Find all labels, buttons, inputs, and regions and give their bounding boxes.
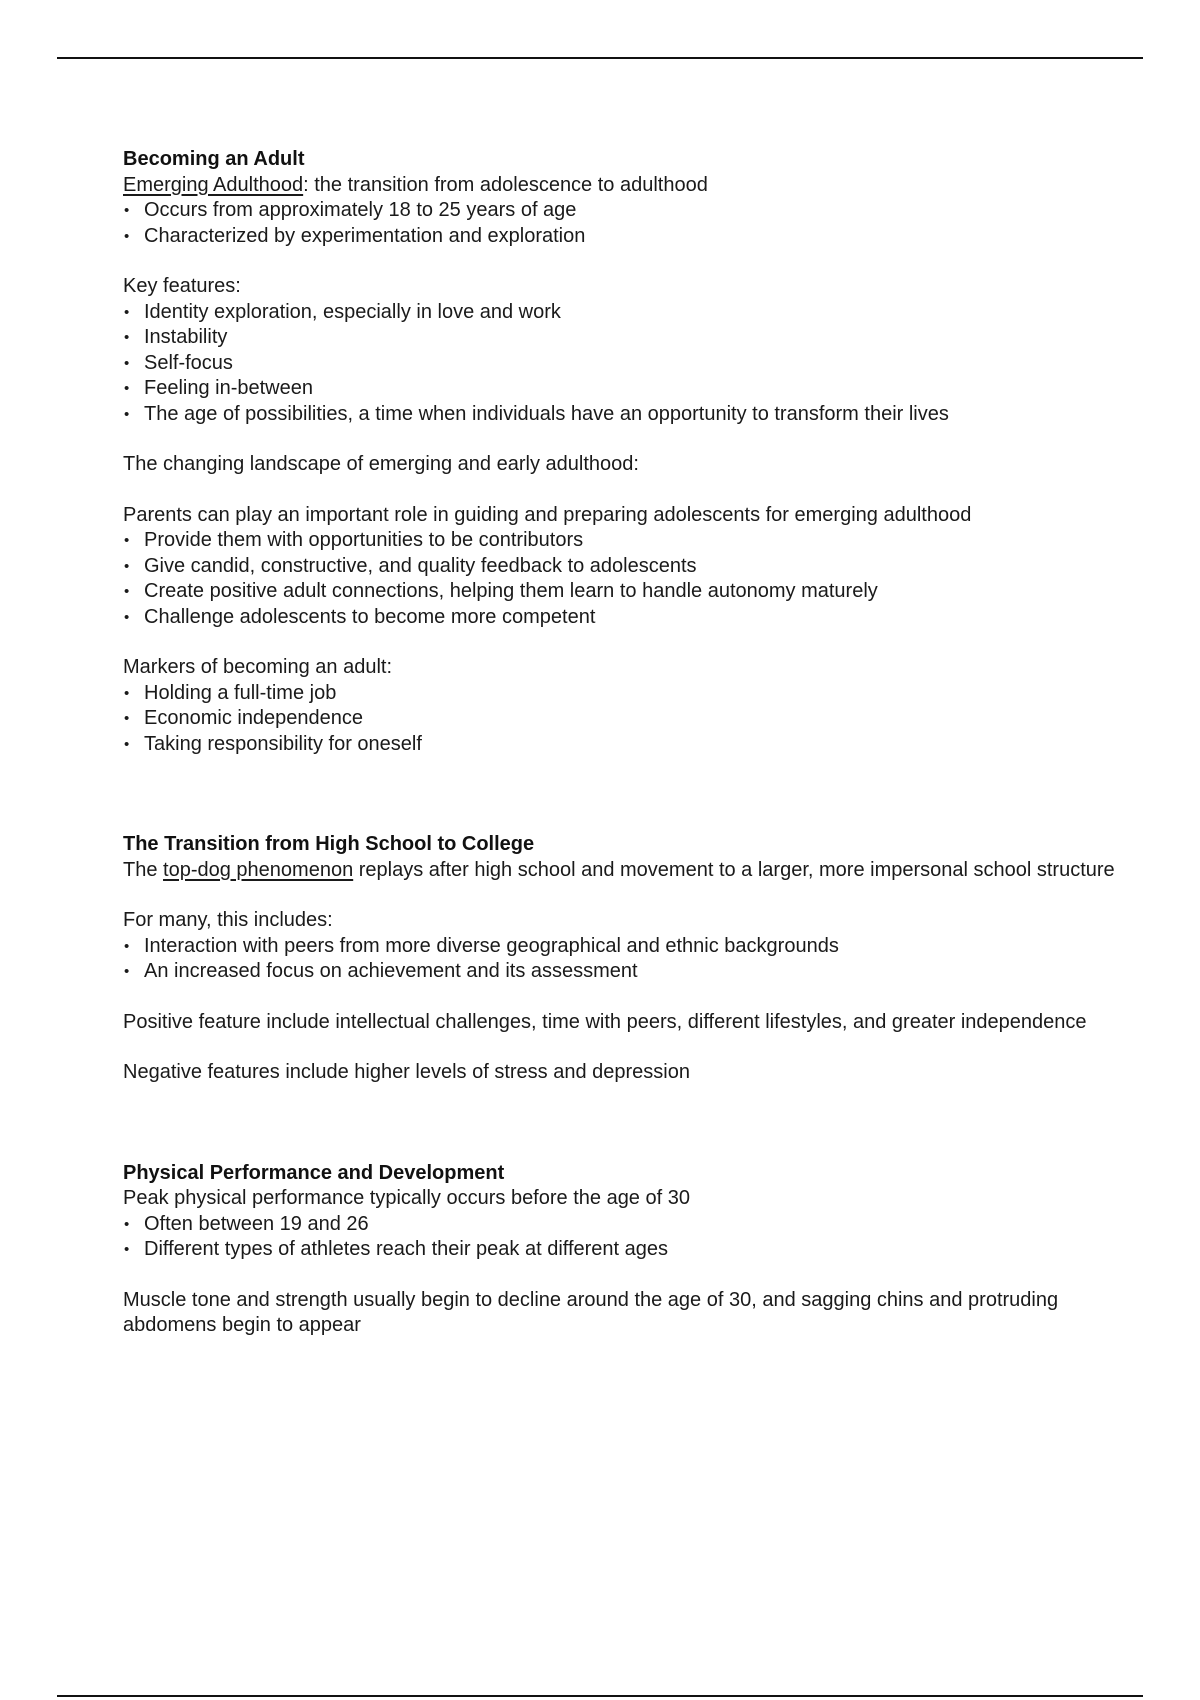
list-item: • The age of possibilities, a time when individuals have an opportunity to transform their lives [123,402,1123,428]
list-item: • Self-focus [123,351,1123,377]
landscape-text: The changing landscape of emerging and early adulthood: [123,453,639,475]
bottom-rule [57,1695,1143,1697]
list-item: • Give candid, constructive, and quality feedback to adolescents [123,554,1123,580]
term-definition: Emerging Adulthood: the transition from adolescence to adulthood [123,173,708,196]
key-features-list [123,300,1123,428]
term: top-dog phenomenon [163,858,354,881]
list-item: • Occurs from approximately 18 to 25 years of age [123,198,1123,224]
list-item: • Taking responsibility for oneself [123,732,1123,758]
list-item: • Instability [123,325,1123,351]
section-physical-performance [123,1161,1123,1339]
list-item: • Different types of athletes reach their peak at different ages [123,1237,1123,1263]
list-item: • Characterized by experimentation and exploration [123,224,1123,250]
list-item: • An increased focus on achievement and its assessment [123,959,1123,985]
term: Emerging Adulthood [123,173,304,196]
section-high-school-to-college [123,832,1123,1086]
bullet-list [123,1212,1123,1263]
section-heading: Becoming an Adult [123,148,305,170]
top-rule [57,57,1143,59]
list-item: • Interaction with peers from more diverse geographical and ethnic backgrounds [123,934,1123,960]
list-item: • Often between 19 and 26 [123,1212,1123,1238]
document-body [123,147,1123,1339]
list-item: • Economic independence [123,706,1123,732]
for-many-label: For many, this includes: [123,909,333,931]
list-item: • Create positive adult connections, helping them learn to handle autonomy maturely [123,579,1123,605]
list-item: • Identity exploration, especially in love and work [123,300,1123,326]
list-item: • Provide them with opportunities to be contributors [123,528,1123,554]
list-item: • Holding a full-time job [123,681,1123,707]
intro-text: The top-dog phenomenon replays after high school and movement to a larger, more impersonal school structure [123,858,1115,881]
section-becoming-an-adult [123,147,1123,757]
for-many-list [123,934,1123,985]
decline-text: Muscle tone and strength usually begin to decline around the age of 30, and sagging chins and protruding abdomens begin to appear [123,1288,1059,1336]
list-item: • Challenge adolescents to become more competent [123,605,1123,631]
markers-list [123,681,1123,758]
term-bullet-list [123,198,1123,249]
positive-text: Positive feature include intellectual challenges, time with peers, different lifestyles, and greater independence [123,1010,1087,1033]
list-item: • Feeling in-between [123,376,1123,402]
key-features-label: Key features: [123,275,241,297]
parents-bullet-list [123,528,1123,630]
section-heading: Physical Performance and Development [123,1161,505,1184]
section-heading: The Transition from High School to College [123,833,535,855]
negative-text: Negative features include higher levels of stress and depression [123,1061,690,1083]
parents-text: Parents can play an important role in guiding and preparing adolescents for emerging adulthood [123,503,972,526]
intro-text: Peak physical performance typically occurs before the age of 30 [123,1187,690,1209]
markers-label: Markers of becoming an adult: [123,656,393,678]
